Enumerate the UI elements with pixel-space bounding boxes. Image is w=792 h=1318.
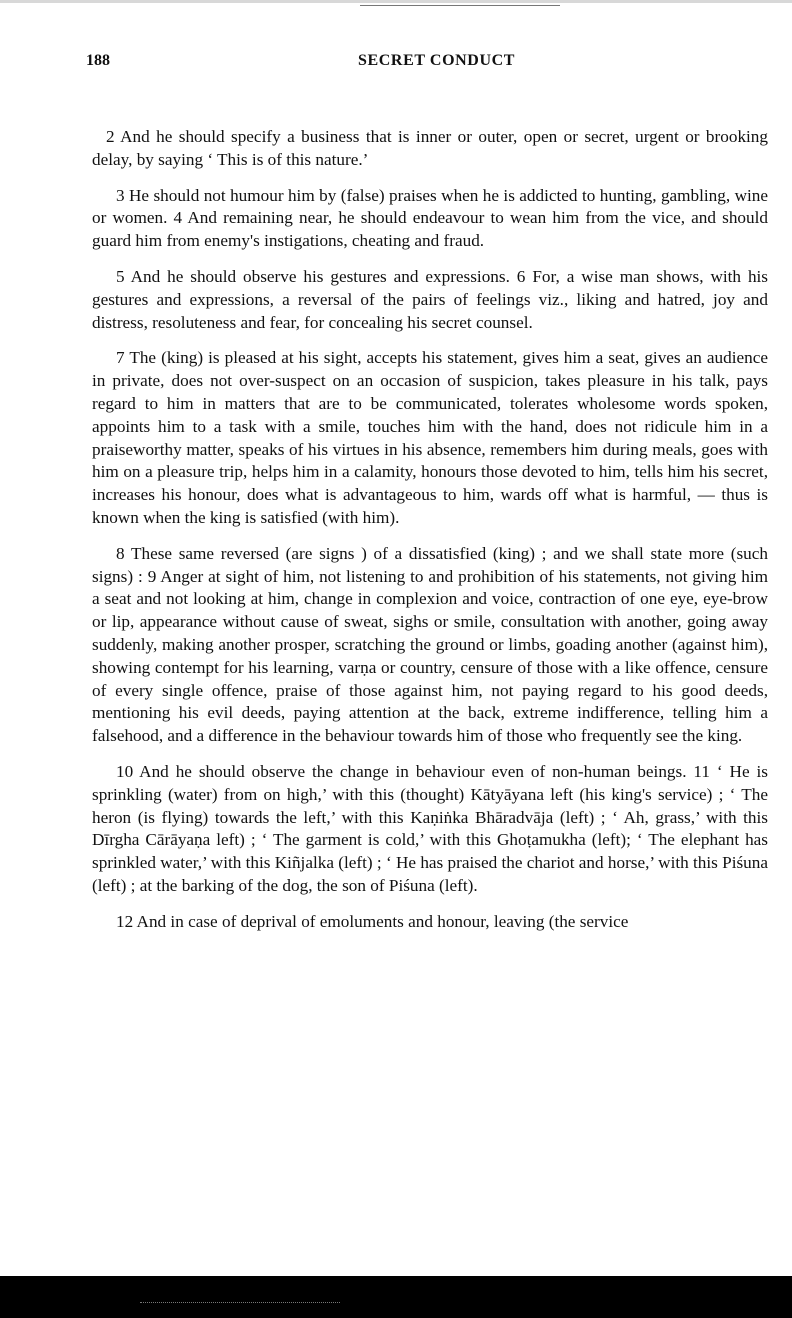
paragraph-2: 2 And he should specify a business that is inner or outer, open or secret, urgent or brooking delay, by saying ‘ This is of this nature.’ xyxy=(92,127,768,169)
scan-top-edge xyxy=(0,0,792,3)
paragraph-8-9: 8 These same reversed (are signs ) of a dissatisfied (king) ; and we shall state more (such signs) : 9 Anger at sight of him, not listening to and prohibition of his statements, not giving him a seat and not looking at him, change in complexion and voice, contraction of one eye, eye-brow or lip, appearance without cause of sweat, sighs or smile, consultation with another, going away suddenly, making another prosper, scratching the ground or limbs, goading another (against him), showing contempt for his learning, varṇa or country, censure of those with a like offence, censure of every single offence, praise of those against him, not paying regard to his good deeds, mentioning his evil deeds, paying attention at the back, extreme indifference, telling him a falsehood, and a difference in the behaviour towards him of those who frequently see the king. xyxy=(92,543,768,746)
body-text xyxy=(92,126,768,947)
scan-bottom-edge xyxy=(0,1276,792,1318)
page-header xyxy=(86,52,766,76)
paragraph-7: 7 The (king) is pleased at his sight, accepts his statement, gives him a seat, gives an audience in private, does not over-suspect on an occasion of suspicion, takes pleasure in his talk, pays regard to him in matters that are to be communicated, tolerates wholesome words spoken, appoints him to a task with a smile, touches him with the hand, does not ridicule him in a praiseworthy matter, speaks of his virtues in his absence, remembers him during meals, goes with him on a pleasure trip, helps him in a calamity, honours those devoted to him, tells him his secret, increases his honour, does what is advantageous to him, wards off what is harmful, — thus is known when the king is satisfied (with him). xyxy=(92,348,768,527)
page-number: 188 xyxy=(86,52,110,69)
paragraph-3-4: 3 He should not humour him by (false) praises when he is addicted to hunting, gambling, wine or women. 4 And remaining near, he should endeavour to wean him from the vice, and should guard him from enemy's instigations, cheating and fraud. xyxy=(92,185,768,251)
scan-top-line xyxy=(360,5,560,6)
running-title: SECRET CONDUCT xyxy=(358,52,516,69)
paragraph-5-6: 5 And he should observe his gestures and expressions. 6 For, a wise man shows, with his gestures and expressions, a reversal of the pairs of feelings viz., liking and hatred, joy and distress, resoluteness and fear, for concealing his secret counsel. xyxy=(92,266,768,332)
paragraph-12: 12 And in case of deprival of emoluments and honour, leaving (the service xyxy=(116,911,629,931)
paragraph-10-11: 10 And he should observe the change in behaviour even of non-human beings. 11 ‘ He is sprinkling (water) from on high,’ with this (thought) Kātyāyana left (his king's service) ; ‘ The heron (is flying) towards the left,’ with this Kaṇiṅka Bhāradvāja (left) ; ‘ Ah, grass,’ with this Dīrgha Cārāyaṇa left) ; ‘ The garment is cold,’ with this Ghoṭamukha (left); ‘ The elephant has sprinkled water,’ with this Kiñjalka (left) ; ‘ He has praised the chariot and horse,’ with this Piśuna (left) ; at the barking of the dog, the son of Piśuna (left). xyxy=(92,761,768,895)
scan-bottom-dots xyxy=(140,1302,340,1304)
